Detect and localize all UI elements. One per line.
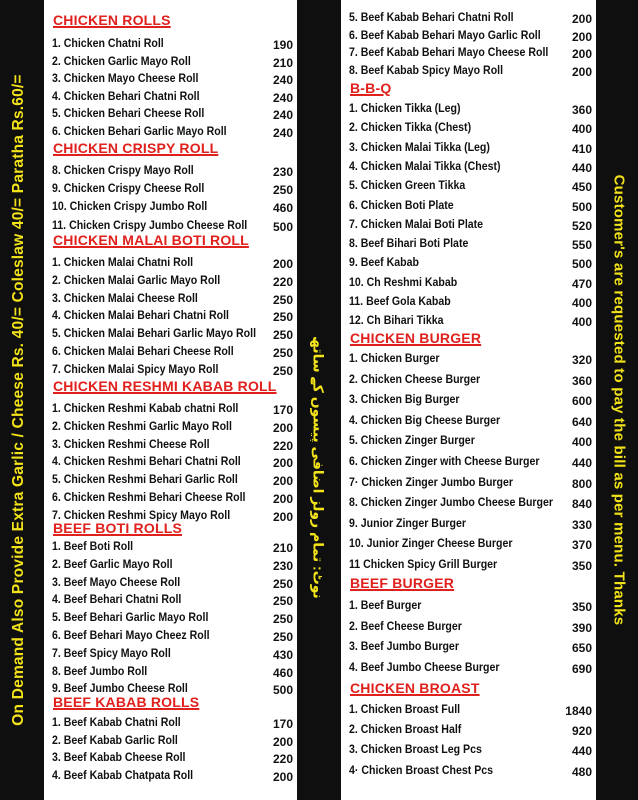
menu-item-name: 2. Chicken Reshmi Garlic Mayo Roll <box>52 420 232 433</box>
menu-item <box>349 142 592 160</box>
section-title-chicken-reshmi-kabab-roll: CHICKEN RESHMI KABAB ROLL <box>53 378 277 394</box>
menu-item-name: 1. Chicken Tikka (Leg) <box>349 103 461 115</box>
menu-item-name: 8. Beef Bihari Boti Plate <box>349 238 469 251</box>
menu-item <box>349 353 592 371</box>
menu-item-name: 2. Chicken Malai Garlic Mayo Roll <box>52 274 221 287</box>
section-title-beef-boti-rolls: BEEF BOTI ROLLS <box>53 520 182 536</box>
menu-item <box>349 238 592 256</box>
menu-item-price: 200 <box>571 64 592 79</box>
menu-item <box>52 56 293 74</box>
menu-item-price: 400 <box>571 296 592 310</box>
menu-item <box>52 770 293 788</box>
menu-item-price: 250 <box>272 363 293 378</box>
menu-item <box>52 328 293 346</box>
menu-item-price: 350 <box>571 600 592 614</box>
menu-item <box>52 275 293 293</box>
menu-item-price: 220 <box>272 752 293 766</box>
section-title-b-b-q: B-B-Q <box>350 80 392 96</box>
menu-item-name: 6. Chicken Zinger with Cheese Burger <box>349 456 540 468</box>
menu-item-price: 640 <box>571 414 592 429</box>
menu-item-name: 2. Chicken Tikka (Chest) <box>349 122 472 135</box>
menu-item-price: 170 <box>272 403 293 417</box>
menu-item-name: 2. Beef Kabab Garlic Roll <box>52 734 178 747</box>
menu-item <box>52 612 293 630</box>
menu-item-name: 4. Beef Kabab Chatpata Roll <box>52 769 194 782</box>
section-title-chicken-burger: CHICKEN BURGER <box>350 330 482 346</box>
menu-item-name: 3. Beef Jumbo Burger <box>349 641 459 653</box>
menu-item-price: 230 <box>272 558 293 573</box>
menu-item-name: 7. Chicken Reshmi Spicy Mayo Roll <box>52 509 231 522</box>
menu-item-name: 7· Chicken Zinger Jumbo Burger <box>349 476 514 489</box>
menu-item-price: 170 <box>272 717 293 731</box>
menu-item-name: 6. Chicken Malai Behari Cheese Roll <box>52 346 234 358</box>
menu-item <box>349 30 592 48</box>
menu-item-name: 5. Chicken Malai Behari Garlic Mayo Roll <box>52 328 257 341</box>
menu-item <box>52 108 293 126</box>
menu-item-price: 500 <box>571 199 592 214</box>
menu-item <box>52 559 293 577</box>
menu-item-name: 3. Chicken Reshmi Cheese Roll <box>52 438 210 451</box>
menu-item-price: 600 <box>571 394 592 409</box>
menu-item <box>349 600 592 618</box>
menu-item-price: 250 <box>272 310 293 325</box>
menu-item-name: 12. Ch Bihari Tikka <box>349 315 444 328</box>
menu-item-price: 480 <box>571 764 592 779</box>
menu-item-name: 2. Beef Garlic Mayo Roll <box>52 558 173 571</box>
menu-item-price: 390 <box>571 620 592 635</box>
menu-item <box>52 717 293 735</box>
menu-item-price: 430 <box>272 647 293 662</box>
menu-item-price: 250 <box>272 328 293 343</box>
menu-item <box>52 594 293 612</box>
menu-item-name: 2. Chicken Garlic Mayo Roll <box>52 55 191 68</box>
menu-item <box>52 403 293 421</box>
menu-item <box>52 201 293 219</box>
menu-item-name: 3. Chicken Malai Cheese Roll <box>52 292 198 305</box>
menu-item-price: 250 <box>272 612 293 627</box>
menu-item-name: 1. Chicken Burger <box>349 353 440 365</box>
menu-item <box>349 103 592 121</box>
menu-item-price: 320 <box>571 353 592 367</box>
menu-item-price: 250 <box>272 576 293 591</box>
menu-item <box>349 47 592 65</box>
menu-item-name: 4. Chicken Reshmi Behari Chatni Roll <box>52 456 241 469</box>
section-title-chicken-crispy-roll: CHICKEN CRISPY ROLL <box>53 140 219 156</box>
menu-item-name: 3. Chicken Big Burger <box>349 394 460 407</box>
section-title-chicken-malai-boti-roll: CHICKEN MALAI BOTI ROLL <box>53 232 249 248</box>
menu-item-price: 200 <box>571 29 592 44</box>
menu-item-price: 500 <box>272 219 293 234</box>
menu-item-price: 350 <box>571 559 592 573</box>
menu-item-name: 9. Beef Kabab <box>349 257 419 270</box>
menu-item <box>349 497 592 515</box>
menu-item-name: 2. Chicken Broast Half <box>349 724 462 737</box>
menu-item-name: 5. Chicken Zinger Burger <box>349 435 475 448</box>
menu-item-name: 3. Chicken Broast Leg Pcs <box>349 744 482 757</box>
menu-item-price: 200 <box>571 12 592 26</box>
menu-item-price: 400 <box>571 435 592 450</box>
menu-item-price: 470 <box>571 276 592 291</box>
menu-item-price: 450 <box>571 180 592 195</box>
menu-item-name: 1. Beef Kabab Chatni Roll <box>52 717 181 729</box>
menu-item <box>349 662 592 680</box>
menu-item-price: 520 <box>571 218 592 233</box>
menu-item <box>349 200 592 218</box>
menu-item-price: 200 <box>272 474 293 489</box>
menu-panel-right <box>341 0 596 800</box>
menu-item <box>52 666 293 684</box>
menu-item-price: 410 <box>571 141 592 156</box>
menu-item <box>52 310 293 328</box>
menu-item-name: 8. Beef Jumbo Roll <box>52 665 148 678</box>
menu-item <box>349 257 592 275</box>
menu-item-name: 3. Chicken Malai Tikka (Leg) <box>349 141 490 154</box>
menu-item <box>52 165 293 183</box>
menu-item-price: 360 <box>571 373 592 388</box>
menu-item-name: 4. Beef Jumbo Cheese Burger <box>349 661 500 674</box>
menu-item <box>349 456 592 474</box>
menu-item-name: 1. Chicken Malai Chatni Roll <box>52 257 194 269</box>
menu-item <box>52 630 293 648</box>
menu-item-name: 4. Chicken Malai Tikka (Chest) <box>349 160 501 173</box>
menu-item-price: 440 <box>571 456 592 470</box>
menu-item-name: 4. Chicken Big Cheese Burger <box>349 414 501 427</box>
menu-item-name: 4. Chicken Behari Chatni Roll <box>52 90 200 103</box>
menu-item-name: 10. Junior Zinger Cheese Burger <box>349 538 513 551</box>
menu-item-name: 10. Ch Reshmi Kabab <box>349 276 458 289</box>
menu-item <box>349 180 592 198</box>
menu-item <box>52 183 293 201</box>
menu-item-price: 250 <box>272 183 293 198</box>
menu-item-name: 6. Chicken Reshmi Behari Cheese Roll <box>52 492 246 504</box>
menu-item <box>349 415 592 433</box>
section-title-chicken-rolls: CHICKEN ROLLS <box>53 12 171 28</box>
menu-item <box>52 577 293 595</box>
menu-item-name: 4· Chicken Broast Chest Pcs <box>349 764 494 777</box>
menu-item-name: 11 Chicken Spicy Grill Burger <box>349 559 498 571</box>
menu-item-name: 5. Beef Kabab Behari Chatni Roll <box>349 12 514 24</box>
menu-panel-left <box>44 0 297 800</box>
menu-item-price: 690 <box>571 661 592 676</box>
section-title-beef-burger: BEEF BURGER <box>350 575 455 591</box>
menu-item <box>349 724 592 742</box>
menu-item-price: 460 <box>272 665 293 680</box>
menu-item <box>349 374 592 392</box>
menu-item-name: 5. Chicken Green Tikka <box>349 180 466 193</box>
menu-item-price: 200 <box>272 769 293 784</box>
menu-item <box>349 744 592 762</box>
menu-item-price: 400 <box>571 122 592 137</box>
menu-item-price: 240 <box>272 126 293 140</box>
menu-item-name: 7. Beef Kabab Behari Mayo Cheese Roll <box>349 47 549 59</box>
menu-item-price: 190 <box>272 38 293 52</box>
menu-item <box>52 492 293 510</box>
menu-item-price: 650 <box>571 641 592 655</box>
menu-item-name: 8. Chicken Zinger Jumbo Cheese Burger <box>349 497 554 510</box>
menu-item-name: 1. Chicken Reshmi Kabab chatni Roll <box>52 403 239 415</box>
menu-item-price: 200 <box>272 492 293 506</box>
menu-item-name: 1. Beef Boti Roll <box>52 541 134 553</box>
menu-item-price: 210 <box>272 541 293 555</box>
menu-item-name: 6. Beef Behari Mayo Cheez Roll <box>52 630 210 642</box>
menu-item-name: 3. Beef Mayo Cheese Roll <box>52 576 181 589</box>
menu-item <box>349 621 592 639</box>
menu-item-price: 250 <box>272 346 293 360</box>
menu-item <box>52 735 293 753</box>
menu-item <box>52 439 293 457</box>
menu-item-name: 6. Chicken Boti Plate <box>349 199 454 212</box>
menu-item <box>52 91 293 109</box>
menu-item-name: 5. Chicken Reshmi Behari Garlic Roll <box>52 474 238 487</box>
menu-item-name: 4. Chicken Malai Behari Chatni Roll <box>52 310 229 323</box>
menu-item <box>349 12 592 30</box>
menu-item-price: 440 <box>571 160 592 175</box>
menu-item-name: 5. Chicken Behari Cheese Roll <box>52 108 205 121</box>
section-title-beef-kabab-rolls: BEEF KABAB ROLLS <box>53 694 200 710</box>
menu-item-name: 7. Chicken Malai Boti Plate <box>349 218 484 231</box>
menu-item-price: 1840 <box>565 704 592 718</box>
menu-item-name: 9. Beef Jumbo Cheese Roll <box>52 683 188 696</box>
menu-item-name: 9. Chicken Crispy Cheese Roll <box>52 183 205 196</box>
menu-item-price: 500 <box>571 257 592 272</box>
menu-item <box>52 421 293 439</box>
menu-item-price: 200 <box>272 509 293 524</box>
menu-item <box>349 219 592 237</box>
menu-item-name: 2. Chicken Cheese Burger <box>349 373 481 386</box>
menu-item-name: 9. Junior Zinger Burger <box>349 517 466 530</box>
side-note-left: On Demand Also Provide Extra Garlic / Cheese Rs. 40/= Coleslaw 40/= Paratha Rs.60/= <box>10 74 27 726</box>
menu-item <box>349 477 592 495</box>
menu-item-name: 7. Chicken Malai Spicy Mayo Roll <box>52 363 219 376</box>
menu-item-name: 1. Beef Burger <box>349 600 422 612</box>
menu-item-name: 8. Beef Kabab Spicy Mayo Roll <box>349 64 504 77</box>
menu-item-price: 500 <box>272 683 293 698</box>
menu-item-price: 440 <box>571 744 592 759</box>
menu-item-price: 460 <box>272 201 293 216</box>
menu-item-price: 220 <box>272 438 293 453</box>
menu-item-name: 6. Beef Kabab Behari Mayo Garlic Roll <box>349 29 541 42</box>
menu-item <box>52 456 293 474</box>
menu-item <box>349 161 592 179</box>
menu-item-price: 370 <box>571 538 592 553</box>
section-title-chicken-broast: CHICKEN BROAST <box>350 680 480 696</box>
menu-item <box>349 296 592 314</box>
menu-item <box>52 752 293 770</box>
menu-item <box>349 435 592 453</box>
menu-item-name: 11. Beef Gola Kabab <box>349 296 451 308</box>
menu-item <box>52 474 293 492</box>
menu-item-name: 2. Beef Cheese Burger <box>349 620 462 633</box>
menu-item-name: 3. Beef Kabab Cheese Roll <box>52 752 186 764</box>
menu-item-name: 8. Chicken Crispy Mayo Roll <box>52 165 194 177</box>
menu-item-name: 7. Beef Spicy Mayo Roll <box>52 647 171 660</box>
menu-item <box>349 641 592 659</box>
menu-item-price: 200 <box>272 456 293 471</box>
menu-item <box>52 541 293 559</box>
menu-item <box>349 765 592 783</box>
menu-item-name: 5. Beef Behari Garlic Mayo Roll <box>52 612 209 625</box>
menu-item <box>52 648 293 666</box>
menu-item-price: 220 <box>272 274 293 289</box>
menu-item-price: 250 <box>272 594 293 609</box>
menu-item <box>52 73 293 91</box>
menu-item-name: 4. Beef Behari Chatni Roll <box>52 594 182 607</box>
menu-item-price: 360 <box>571 103 592 117</box>
menu-item <box>52 346 293 364</box>
menu-item <box>349 394 592 412</box>
menu-item-price: 240 <box>272 90 293 105</box>
menu-item <box>52 293 293 311</box>
menu-item-price: 200 <box>272 420 293 435</box>
menu-item-price: 200 <box>571 47 592 61</box>
menu-item-price: 240 <box>272 73 293 88</box>
menu-item-price: 240 <box>272 108 293 123</box>
menu-item-price: 250 <box>272 292 293 307</box>
menu-item <box>349 704 592 722</box>
menu-item-price: 840 <box>571 497 592 512</box>
menu-item-price: 200 <box>272 257 293 271</box>
urdu-note: نوٹ: تمام رولز اضافی پیسوں کے ساتھ <box>310 336 327 599</box>
menu-item-name: 11. Chicken Crispy Jumbo Cheese Roll <box>52 219 248 232</box>
menu-item <box>52 38 293 56</box>
menu-item-name: 6. Chicken Behari Garlic Mayo Roll <box>52 126 227 138</box>
menu-item-price: 800 <box>571 476 592 491</box>
side-note-right: Customer's are requested to pay the bill as per menu. Thanks <box>610 174 628 626</box>
menu-item-price: 210 <box>272 55 293 70</box>
menu-item-price: 330 <box>571 517 592 532</box>
menu-item <box>349 277 592 295</box>
menu-item <box>349 122 592 140</box>
menu-item-price: 200 <box>272 734 293 749</box>
menu-item-price: 230 <box>272 165 293 179</box>
menu-item-name: 1. Chicken Chatni Roll <box>52 38 164 50</box>
menu-item-name: 10. Chicken Crispy Jumbo Roll <box>52 201 208 214</box>
menu-item-price: 550 <box>571 238 592 253</box>
menu-item-price: 920 <box>571 724 592 739</box>
menu-item-price: 250 <box>272 630 293 644</box>
menu-item <box>52 257 293 275</box>
menu-item-name: 1. Chicken Broast Full <box>349 704 461 716</box>
menu-item-price: 400 <box>571 315 592 330</box>
menu-item <box>349 518 592 536</box>
menu-item-name: 3. Chicken Mayo Cheese Roll <box>52 73 199 86</box>
menu-item <box>349 538 592 556</box>
